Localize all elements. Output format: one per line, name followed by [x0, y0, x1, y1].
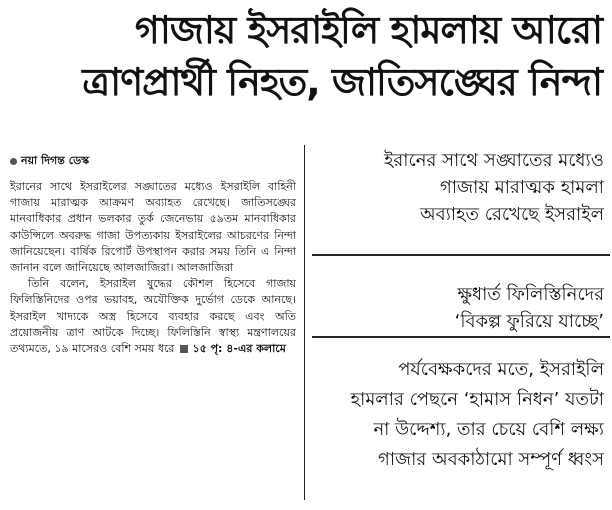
article-body [10, 179, 296, 357]
pullquote-1 [384, 147, 610, 228]
pullquote-line: পর্যবেক্ষকদের মতে, ইসরাইলি [398, 359, 604, 380]
pullquote-line: না উদ্দেশ্য, তার চেয়ে বেশি লক্ষ্য [373, 419, 604, 440]
paragraph-2 [10, 276, 296, 357]
pullquote-line: হামলার পেছনে ‘হামাস নিধন’ যতটা [350, 389, 604, 410]
pullquote-line: গাজায় মারাত্মক হামলা [440, 177, 604, 198]
byline [10, 152, 296, 171]
column-divider [304, 145, 305, 500]
pullquote-3 [351, 355, 610, 475]
headline [0, 4, 612, 108]
pullquote-2 [455, 281, 610, 335]
paragraph-2-text: তিনি বলেন, ইসরাইল যুদ্ধের কৌশল হিসেবে গাজায় ফিলিস্তিনিদের ওপর ভয়াবহ, অযৌক্তিক দুর্ভোগ ডেকে আনছে। ইসরাইল খাদ্যকে অস্ত্র হিসেবে ব্যবহার করছে এবং অতি প্রয়োজনীয় ত্রাণ আটকে দিচ্ছে। ফিলিস্তিনি স্বাস্থ্য মন্ত্রণালয়ের তথ্যমতে, ১৯ মাসেরও বেশি সময় ধরে [10, 277, 296, 356]
pullquote-divider [312, 336, 610, 338]
pullquote-column [312, 145, 610, 505]
byline-text: নয়া দিগন্ত ডেস্ক [21, 154, 90, 167]
paragraph-1: ইরানের সাথে ইসরাইলের সঙ্ঘাতের মধ্যেও ইসরাইলি বাহিনী গাজায় মারাত্মক আক্রমণ অব্যাহত রেখেছে। জাতিসঙ্ঘের মানবাধিকার প্রধান ভলকার তুর্ক জেনেভায় ৫৯তম মানবাধিকার কাউন্সিলে অবরুদ্ধ গাজা উপত্যকায় ইসরাইলের আচরণের নিন্দা জানিয়েছেন। বার্ষিক রিপোর্ট উপস্থাপন করার সময় তিনি এ নিন্দা জানান বলে জানিয়েছে আলজাজিরা। আলজাজিরা [10, 180, 296, 275]
pullquote-line: গাজার অবকাঠামো সম্পূর্ণ ধ্বংস [378, 449, 604, 470]
pullquote-divider [312, 254, 610, 256]
bullet-icon [10, 158, 17, 165]
pullquote-line: ইরানের সাথে সঙ্ঘাতের মধ্যেও [384, 150, 604, 171]
headline-line-2: ত্রাণপ্রার্থী নিহত, জাতিসঙ্ঘের নিন্দা [82, 60, 602, 104]
article-body-column [10, 152, 296, 502]
pullquote-line: অব্যাহত রেখেছে ইসরাইল [420, 204, 604, 225]
pullquote-line: ‘বিকল্প ফুরিয়ে যাচ্ছে’ [454, 311, 604, 332]
square-icon [180, 345, 188, 353]
continuation-note [180, 342, 285, 355]
continuation-text: ১৫ পৃ: ৪-এর কলামে [192, 342, 286, 356]
headline-line-1: গাজায় ইসরাইলি হামলায় আরো [134, 8, 602, 52]
pullquote-line: ক্ষুধার্ত ফিলিস্তিনিদের [457, 284, 604, 305]
